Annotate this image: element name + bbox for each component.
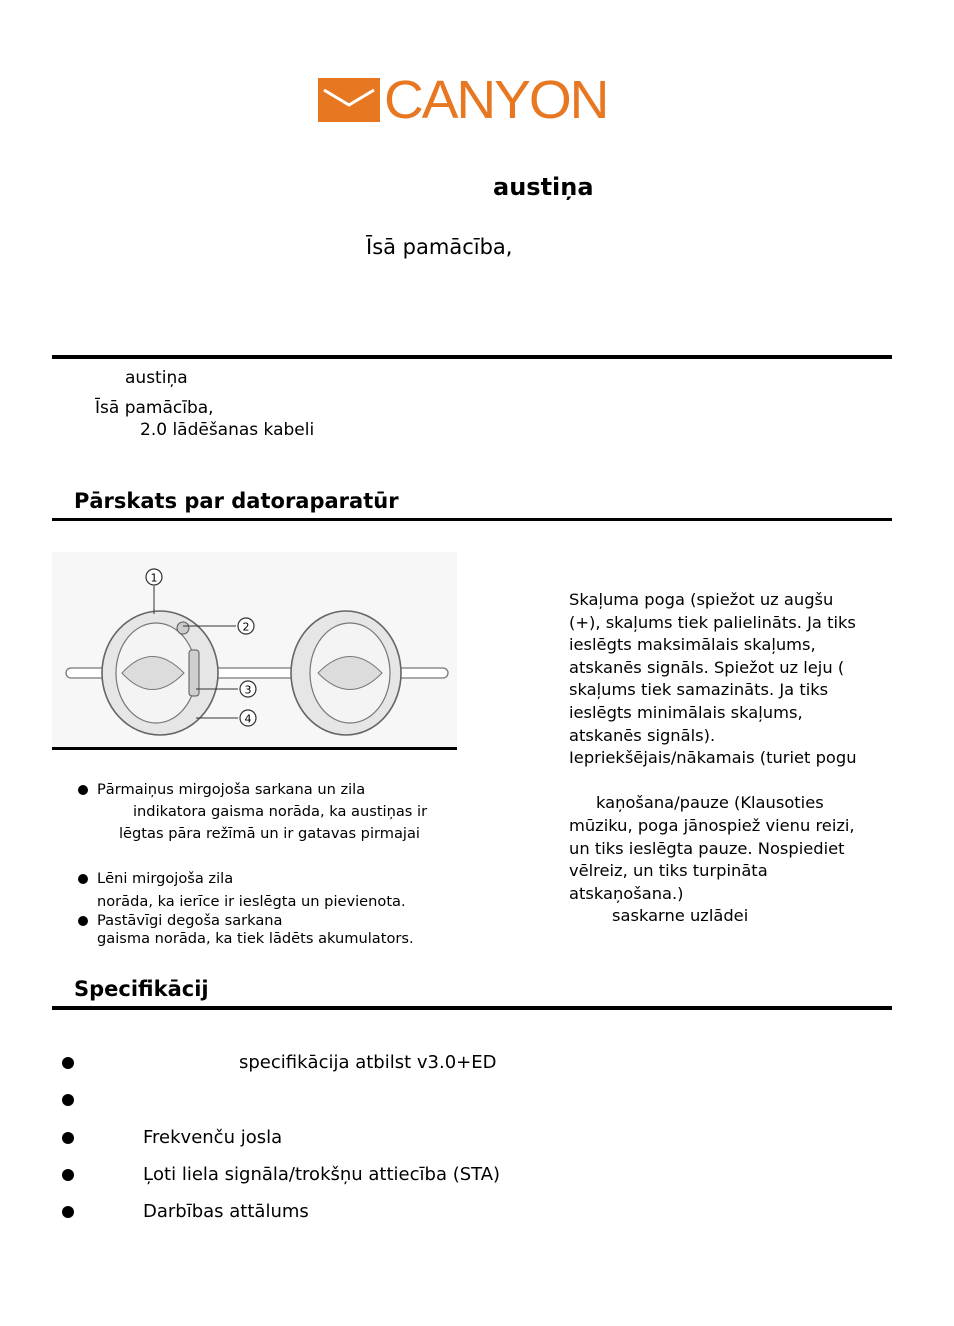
top-divider <box>52 355 892 359</box>
description-line: ieslēgts minimālais skaļums, <box>569 702 803 722</box>
spec-item: specifikācija atbilst v3.0+ED <box>239 1052 497 1073</box>
bullet-icon <box>62 1132 74 1144</box>
bullet-icon <box>78 785 88 795</box>
package-item: Īsā pamācība, <box>95 398 214 418</box>
controls-description <box>569 589 899 928</box>
page-title: austiņa <box>493 173 594 201</box>
page-subtitle: Īsā pamācība, <box>366 235 513 259</box>
description-line: un tiks ieslēgta pauze. Nospiediet <box>569 838 845 858</box>
callout-4 <box>240 710 256 726</box>
callout-2 <box>238 618 254 634</box>
description-line: vēlreiz, un tiks turpināta <box>569 861 768 881</box>
hardware-divider <box>52 518 892 521</box>
package-item: austiņa <box>125 368 188 388</box>
headphone-diagram <box>52 552 457 748</box>
package-item: 2.0 lādēšanas kabeli <box>140 420 315 440</box>
indicator-text: Lēni mirgojoša zila <box>97 870 234 887</box>
bullet-icon <box>62 1094 74 1106</box>
description-line: mūziku, poga jānospiež vienu reizi, <box>569 815 855 835</box>
description-line: kaņošana/pauze (Klausoties <box>596 793 824 813</box>
spec-item: Frekvenču josla <box>143 1127 283 1148</box>
led-indicator <box>177 622 189 634</box>
spec-item: Darbības attālums <box>143 1201 309 1222</box>
callout-3 <box>240 681 256 697</box>
hardware-heading: Pārskats par datoraparatūr <box>74 489 399 513</box>
bullet-icon <box>62 1057 74 1069</box>
specs-heading: Specifikācij <box>74 977 209 1001</box>
indicator-text: gaisma norāda, ka tiek lādēts akumulators. <box>97 930 414 947</box>
indicator-text: Pastāvīgi degoša sarkana <box>97 912 283 929</box>
description-line: Skaļuma poga (spiežot uz augšu <box>569 590 834 609</box>
bullet-icon <box>62 1206 74 1218</box>
callout-1 <box>146 569 162 585</box>
svg-text:4: 4 <box>244 712 252 726</box>
right-earcup <box>291 611 401 735</box>
bullet-icon <box>78 916 88 926</box>
left-earcup <box>102 611 218 735</box>
bullet-icon <box>78 874 88 884</box>
logo-wordmark: CANYON <box>384 70 608 130</box>
specs-divider <box>52 1006 892 1010</box>
envelope-icon <box>318 78 380 122</box>
indicator-text: indikatora gaisma norāda, ka austiņas ir <box>133 803 428 820</box>
description-line: (+), skaļums tiek palielināts. Ja tiks <box>569 612 856 632</box>
svg-text:2: 2 <box>242 620 250 634</box>
description-line <box>569 770 899 793</box>
indicator-text: Pārmaiņus mirgojoša sarkana un zila <box>97 781 366 798</box>
description-line: Iepriekšējais/nākamais (turiet pogu <box>569 748 857 768</box>
description-line: atskanēs signāls. Spiežot uz leju ( <box>569 657 845 677</box>
bullet-icon <box>62 1169 74 1181</box>
spec-item: Ļoti liela signāla/trokšņu attiecība (STA) <box>143 1164 501 1185</box>
description-line: ieslēgts maksimālais skaļums, <box>569 635 816 655</box>
indicator-text: lēgtas pāra režīmā un ir gatavas pirmajai <box>119 825 420 842</box>
diagram-divider <box>52 747 457 750</box>
description-line: skaļums tiek samazināts. Ja tiks <box>569 680 829 700</box>
svg-text:1: 1 <box>150 571 158 585</box>
description-line: atskaņošana.) <box>569 883 684 903</box>
description-line: saskarne uzlādei <box>612 906 749 926</box>
description-line: atskanēs signāls). <box>569 725 716 745</box>
svg-text:3: 3 <box>244 683 252 697</box>
indicator-text: norāda, ka ierīce ir ieslēgta un pievienota. <box>97 893 406 910</box>
